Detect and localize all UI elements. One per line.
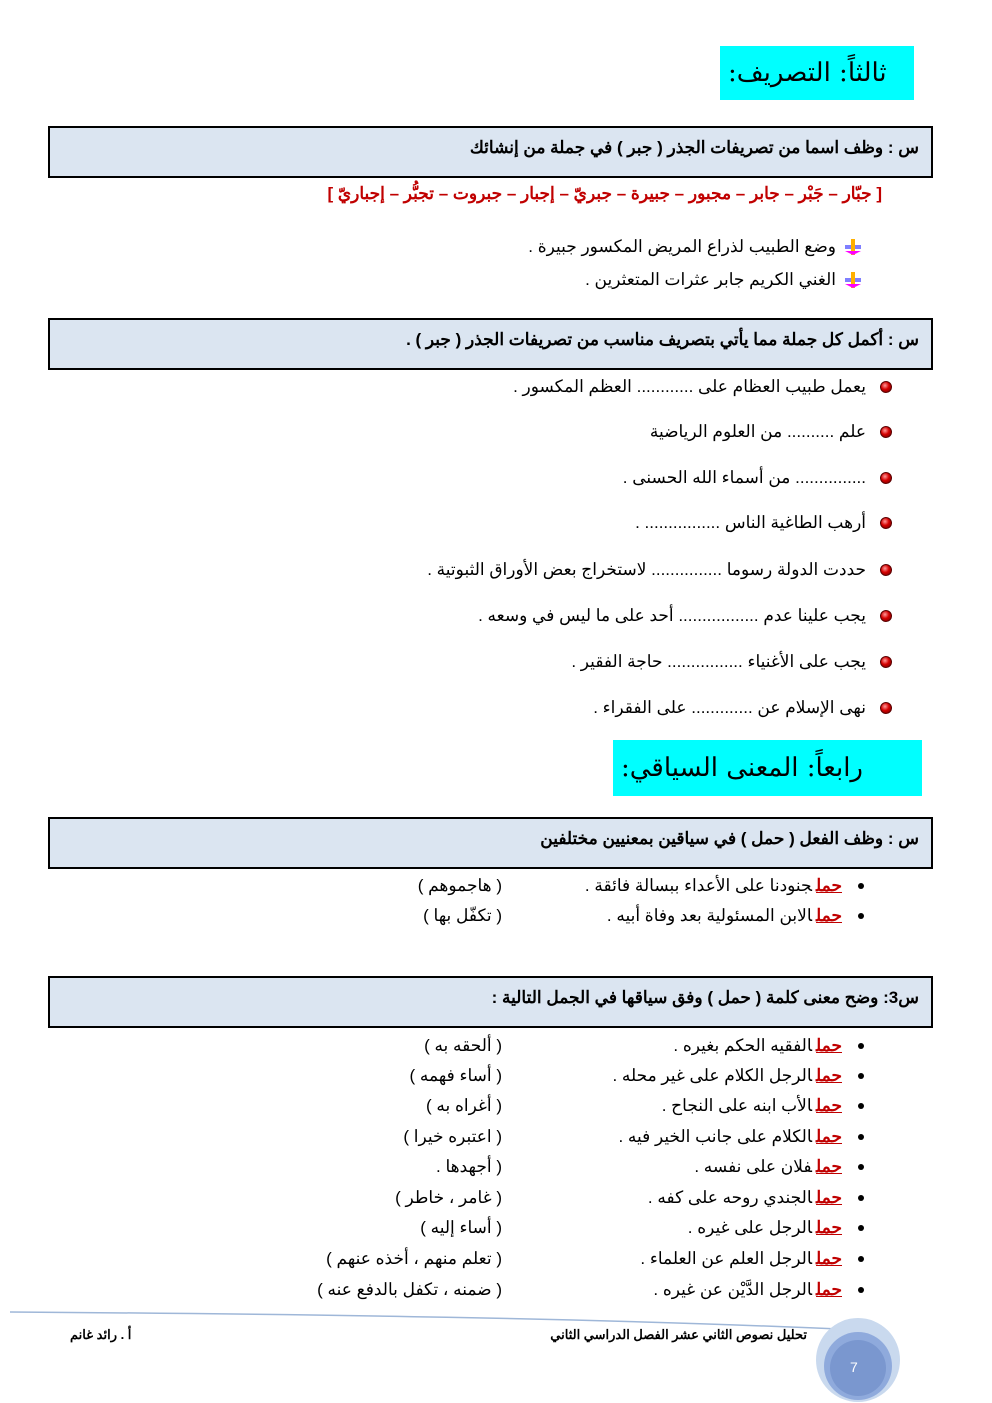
bullet-dot-icon: [858, 1134, 864, 1140]
fill-item: حددت الدولة رسوما ............... لاستخراج بعض الأوراق الثبوتية .: [427, 560, 892, 580]
footer-divider: [0, 1300, 992, 1403]
page-number: 7: [850, 1359, 858, 1375]
bullet-dot-icon: [858, 1073, 864, 1079]
bullet-dot-icon: [858, 1103, 864, 1109]
bullet-dot-icon: [858, 913, 864, 919]
red-ball-bullet-icon: [880, 426, 892, 438]
red-ball-bullet-icon: [880, 702, 892, 714]
meaning-item: حملالرجل الدَّيْن عن غيره . ( ضمنه ، تكفل بالدفع عنه ): [164, 1276, 864, 1304]
fill-item: يجب على الأغنياء ................ حاجة الفقير .: [571, 652, 892, 672]
meaning-item: حملالرجل على غيره . ( أساء إليه ): [164, 1214, 864, 1242]
example-item: وضع الطبيب لذراع المريض المكسور جبيرة .: [528, 237, 862, 257]
footer-title: تحليل نصوص الثاني عشر الفصل الدراسي الثاني: [550, 1327, 807, 1342]
bullet-dot-icon: [858, 1256, 864, 1262]
meaning-item: حملالفقيه الحكم بغيره . ( ألحقه به ): [164, 1032, 864, 1060]
footer-author: أ . رائد غانم: [70, 1327, 132, 1342]
meaning-item: حملالأب ابنه على النجاح . ( أغراه به ): [164, 1092, 864, 1120]
contexts-item: حملجنودنا على الأعداء ببسالة فائقة . ( هاجموهم ): [164, 872, 864, 900]
bullet-dot-icon: [858, 1043, 864, 1049]
bullet-dot-icon: [858, 1287, 864, 1293]
red-ball-bullet-icon: [880, 564, 892, 576]
bullet-dot-icon: [858, 1164, 864, 1170]
section3-title: ثالثاً: التصريف:: [720, 46, 914, 100]
example-item: الغني الكريم جابر عثرات المتعثرين .: [585, 270, 862, 290]
fill-item: أرهب الطاغية الناس ................ .: [635, 513, 892, 533]
section4-title: رابعاً: المعنى السياقي:: [613, 740, 922, 796]
red-ball-bullet-icon: [880, 517, 892, 529]
meaning-item: حملفلان على نفسه . ( أجهدها .: [164, 1153, 864, 1181]
bullet-dot-icon: [858, 883, 864, 889]
fill-item: ............... من أسماء الله الحسنى .: [623, 468, 892, 488]
red-ball-bullet-icon: [880, 472, 892, 484]
derivations-list: [ جبّار – جَبْر – جابر – مجبور – جبيرة – جبريّ – إجبار – جبروت – تجبُّر – إجباريّ ]: [327, 184, 882, 203]
meaning-item: حملالكلام على جانب الخير فيه . ( اعتبره خيرا ): [164, 1123, 864, 1151]
bullet-dot-icon: [858, 1225, 864, 1231]
red-ball-bullet-icon: [880, 381, 892, 393]
arrow-bullet-icon: [844, 271, 862, 289]
question-box-contexts: س : وظف الفعل ( حمل ) في سياقين بمعنيين مختلفين: [48, 817, 933, 869]
question-box-complete: س : أكمل كل جملة مما يأتي بتصريف مناسب من تصريفات الجذر ( جبر ) .: [48, 318, 933, 370]
fill-item: يعمل طبيب العظام على ............ العظم المكسور .: [513, 377, 892, 397]
contexts-item: حملالابن المسئولية بعد وفاة أبيه . ( تكفّل بها ): [164, 902, 864, 930]
red-ball-bullet-icon: [880, 656, 892, 668]
fill-item: نهى الإسلام عن ............. على الفقراء .: [593, 698, 892, 718]
meaning-item: حملالجندي روحه على كفه . ( غامر ، خاطر ): [164, 1184, 864, 1212]
arrow-bullet-icon: [844, 238, 862, 256]
bullet-dot-icon: [858, 1195, 864, 1201]
question-box-meaning: س3: وضح معنى كلمة ( حمل ) وفق سياقها في الجمل التالية :: [48, 976, 933, 1028]
fill-item: يجب علينا عدم ................. أحد على ما ليس في وسعه .: [478, 606, 892, 626]
meaning-item: حملالرجل العلم عن العلماء . ( تعلم منهم ، أخذه عنهم ): [164, 1245, 864, 1273]
red-ball-bullet-icon: [880, 610, 892, 622]
meaning-item: حملالرجل الكلام على غير محله . ( أساء فهمه ): [164, 1062, 864, 1090]
question-box-derivation: س : وظف اسما من تصريفات الجذر ( جبر ) في جملة من إنشائك: [48, 126, 933, 178]
fill-item: علم .......... من العلوم الرياضية: [650, 422, 892, 442]
